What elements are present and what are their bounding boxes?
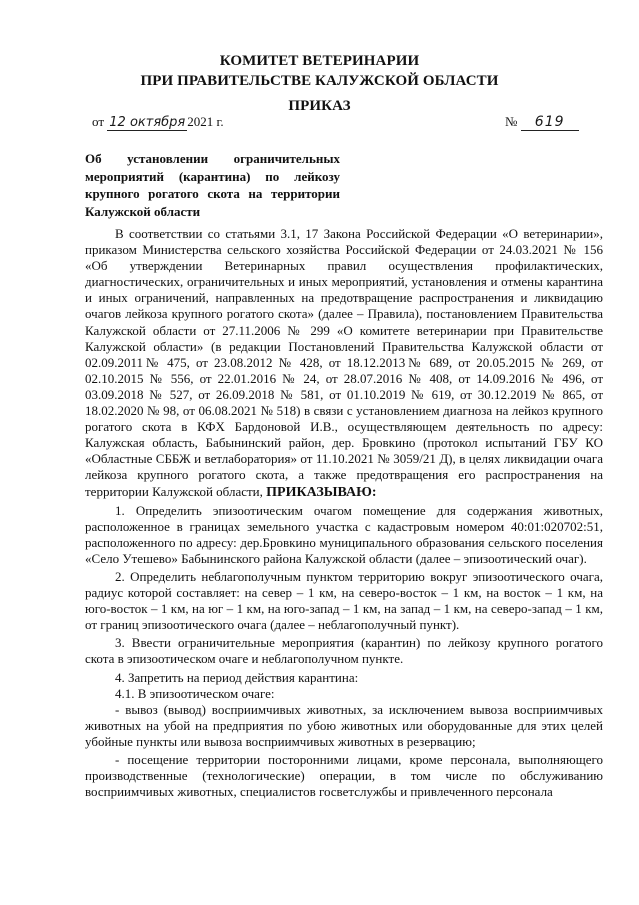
item-4-1: 4.1. В эпизоотическом очаге: bbox=[115, 685, 275, 701]
preamble-text: В соответствии со статьями 3.1, 17 Закона Российской Федерации «О ветеринарии», приказом Министерства сельского хозяйства Российской Федерации от 24.03.2021 № 156 «Об утверждении Ветеринарных правил осуществления профилактических, диагностических, ограничительных и иных мероприятий, установления и отмены карантина и иных ограничений, направленных на предотвращение распространения и ликвидацию очагов лейкоза крупного рогатого скота» (далее – Правила), постановлением Правительства Калужской области от 27.11.2006 № 299 «О комитете ветеринарии при Правительстве Калужской области» (в редакции Постановлений Правительства Калужской области от 02.09.2011№ 475, от 23.08.2012 № 428, от 18.12.2013№ 689, от 20.05.2015 № 269, от 02.10.2015 № 556, от 22.01.2016 № 24, от 28.07.2016 № 408, от 14.09.2016 № 496, от 03.09.2018 № 527, от 26.09.2018 № 581, от 01.10.2019 № 619, от 30.12.2019 № 865, от 18.02.2020 № 98, от 06.08.2021 № 518) в связи с установлением диагноза на лейкоз крупного рогатого скота в КФХ Бардоновой И.В., осуществляющем деятельность по адресу: Калужская область, Бабынинский район, дер. Бровкино (протокол испытаний ГБУ КО «Областные СББЖ и ветлаборатория» от 11.10.2021 № 3059/21 Д), в целях ликвидации очага лейкоза крупного рогатого скота, а также предотвращения его распространения на территории Калужской области, bbox=[85, 226, 603, 499]
order-body bbox=[85, 226, 603, 800]
handwritten-number: 619 bbox=[521, 114, 579, 131]
item-4: 4. Запретить на период действия карантина: bbox=[115, 669, 359, 685]
item-1: 1. Определить эпизоотическим очагом помещение для содержания животных, расположенное в границах земельного участка с кадастровым номером 40:01:020702:51, расположенного по адресу: дер.Бровкино муниципального образования сельского поселения «Село Утешево» Бабынинского района Калужской области (далее – эпизоотический очаг). bbox=[85, 502, 603, 566]
date-prefix: от bbox=[92, 114, 105, 129]
committee-title: КОМИТЕТ ВЕТЕРИНАРИИ bbox=[219, 53, 420, 69]
bullet-1: - вывоз (вывод) восприимчивых животных, за исключением вывоза восприимчивых животных на убой на предприятия по убою животных или оборудованные для этих целей убойные пункты или вывоза восприимчивых животных в резервацию; bbox=[85, 701, 603, 749]
date-year: 2021 г. bbox=[187, 114, 224, 129]
bullet-2: - посещение территории посторонними лицами, кроме персонала, выполняющего производственные (технологические) операции, в том числе по обслуживанию восприимчивых животных, специалистов госветслужбы и привлеченного персонала bbox=[85, 752, 603, 800]
document-type: ПРИКАЗ bbox=[288, 98, 351, 114]
date-line bbox=[92, 114, 224, 131]
number-line bbox=[505, 114, 579, 131]
order-subject: Об установлении ограничительных мероприятий (карантина) по лейкозу крупного рогатого скота на территории Калужской области bbox=[85, 151, 340, 219]
preamble-paragraph bbox=[85, 226, 603, 501]
order-keyword: ПРИКАЗЫВАЮ: bbox=[266, 484, 377, 500]
committee-subtitle: ПРИ ПРАВИТЕЛЬСТВЕ КАЛУЖСКОЙ ОБЛАСТИ bbox=[140, 73, 499, 89]
number-label: № bbox=[505, 114, 518, 129]
item-3: 3. Ввести ограничительные мероприятия (карантин) по лейкозу крупного рогатого скота в эпизоотическом очаге и неблагополучном пункте. bbox=[85, 635, 603, 667]
handwritten-date: 12 октября bbox=[109, 115, 186, 130]
item-2: 2. Определить неблагополучным пунктом территорию вокруг эпизоотического очага, радиус которой составляет: на север – 1 км, на северо-восток – 1 км, на восток – 1 км, на юго-восток – 1 км, на юг – 1 км, на юго-запад – 1 км, на запад – 1 км, на северо-запад – 1 км, от границ эпизоотического очага (далее – неблагополучный пункт). bbox=[85, 568, 603, 633]
